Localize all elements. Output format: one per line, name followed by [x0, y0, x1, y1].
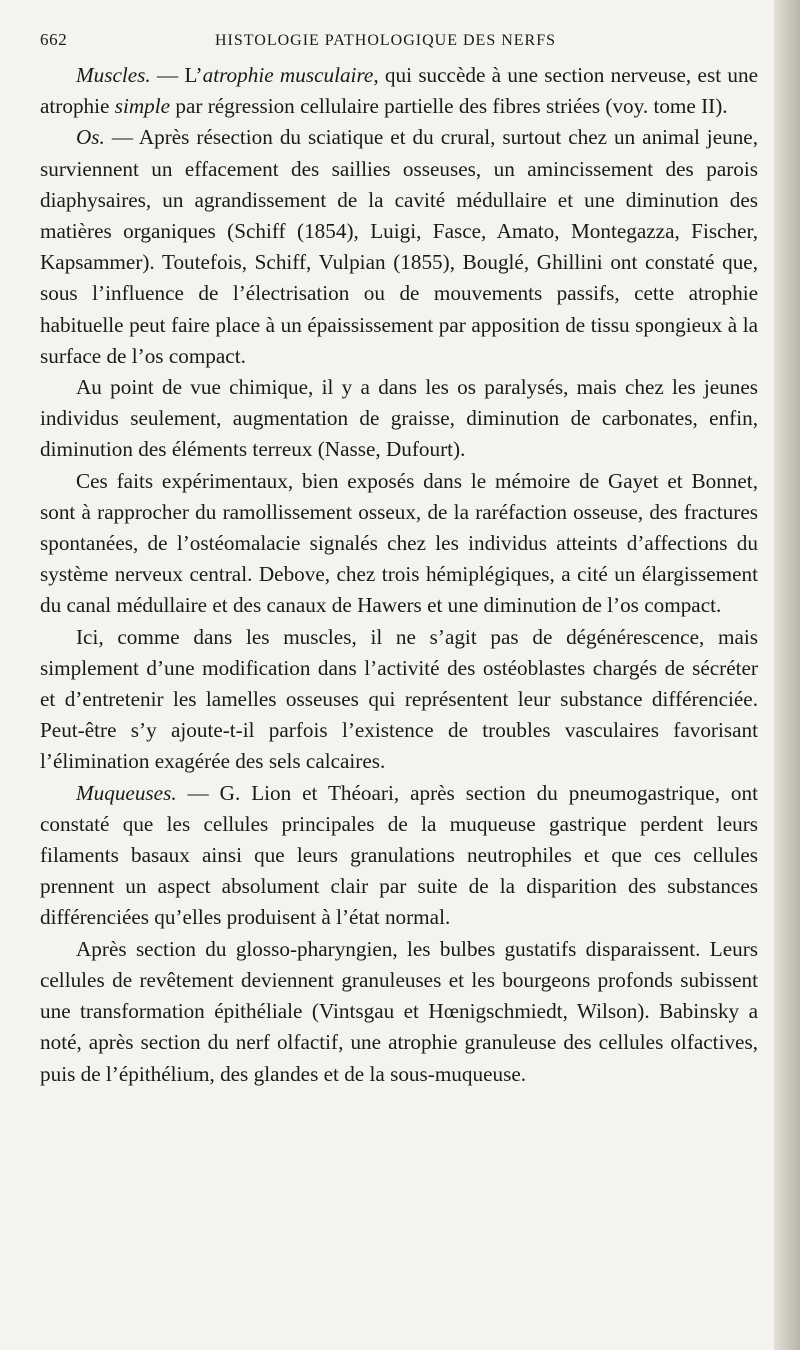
paragraph-text: Ces faits expérimentaux, bien exposés dans le mémoire de Gayet et Bonnet, sont à rapprocher du ramollissement osseux, de la raréfaction osseuse, des fractures spontanées, de l’ostéomalacie signalés chez les individus atteints d’affections du système nerveux central. Debove, chez trois hémiplégiques, a cité un élargissement du canal médullaire et des canaux de Hawers et une diminution de l’os compact. — [40, 468, 758, 618]
page-edge-shadow — [774, 0, 800, 1350]
paragraph-text: — L’ — [150, 63, 203, 87]
paragraph-text: , qui succède à une section nerveuse, est une atrophie — [40, 63, 758, 119]
paragraph-os — [40, 122, 758, 372]
section-title-muqueuses: Muqueuses. — [76, 780, 177, 805]
paragraph-muscles — [40, 60, 758, 122]
paragraph-text: Au point de vue chimique, il y a dans les os paralysés, mais chez les jeunes individus seulement, augmentation de graisse, diminution de carbonates, enfin, diminution des éléments terreux (Nasse, Dufourt). — [40, 375, 758, 462]
section-title-muscles: Muscles. — [76, 63, 151, 87]
section-title-os: Os. — [76, 125, 105, 150]
page-number: 662 — [40, 30, 68, 49]
paragraph-chimique — [40, 372, 758, 466]
paragraph-muqueuses — [40, 778, 758, 934]
paragraph-text: — G. Lion et Théoari, après section du pneumogastrique, ont constaté que les cellules principales de la muqueuse gastrique perdent leurs filaments basaux ainsi que leurs granulations neutrophiles et que ces cellules prennent un aspect absolument clair par suite de la disparition des substances différenciées qu’elles produisent à l’état normal. — [40, 780, 758, 930]
paragraph-text: — Après résection du sciatique et du crural, surtout chez un animal jeune, surviennent un effacement des saillies osseuses, un amincissement des parois diaphysaires, un agrandissement de la cavité médullaire et une diminution des matières organiques (Schiff (1854), Luigi, Fasce, Amato, Montegazza, Fischer, Kapsammer). Toutefois, Schiff, Vulpian (1855), Bouglé, Ghillini ont constaté que, sous l’influence de l’électrisation ou de mouvements passifs, cette atrophie habituelle peut faire place à un épaississement par apposition de tissu spongieux à la surface de l’os compact. — [40, 125, 758, 368]
running-head — [40, 30, 758, 60]
running-title: HISTOLOGIE PATHOLOGIQUE DES NERFS — [215, 32, 557, 49]
paragraph-osteoblastes — [40, 622, 758, 778]
paragraph-text: Ici, comme dans les muscles, il ne s’agit pas de dégénérescence, mais simplement d’une modification dans l’activité des ostéoblastes chargés de sécréter et d’entretenir les lamelles osseuses qui représentent leur substance différenciée. Peut-être s’y ajoute-t-il parfois l’existence de troubles vasculaires favorisant l’élimination exagérée des sels calcaires. — [40, 624, 758, 774]
paragraph-text: Après section du glosso-pharyngien, les bulbes gustatifs disparaissent. Leurs cellules de revêtement deviennent granuleuses et les bourgeons profonds subissent une transformation épithéliale (Vintsgau et Hœnigschmiedt, Wilson). Babinsky a noté, après section du nerf olfactif, une atrophie granuleuse des cellules olfactives, puis de l’épithélium, des glandes et de la sous-muqueuse. — [40, 936, 758, 1086]
paragraph-faits-experimentaux — [40, 466, 758, 622]
book-page — [40, 30, 758, 1090]
body-text — [40, 60, 758, 1090]
emphasis-text: atrophie musculaire — [202, 63, 374, 87]
paragraph-glosso-pharyngien — [40, 934, 758, 1090]
paragraph-text: par régression cellulaire partielle des fibres striées (voy. tome II). — [170, 94, 728, 119]
emphasis-text: simple — [114, 94, 171, 119]
